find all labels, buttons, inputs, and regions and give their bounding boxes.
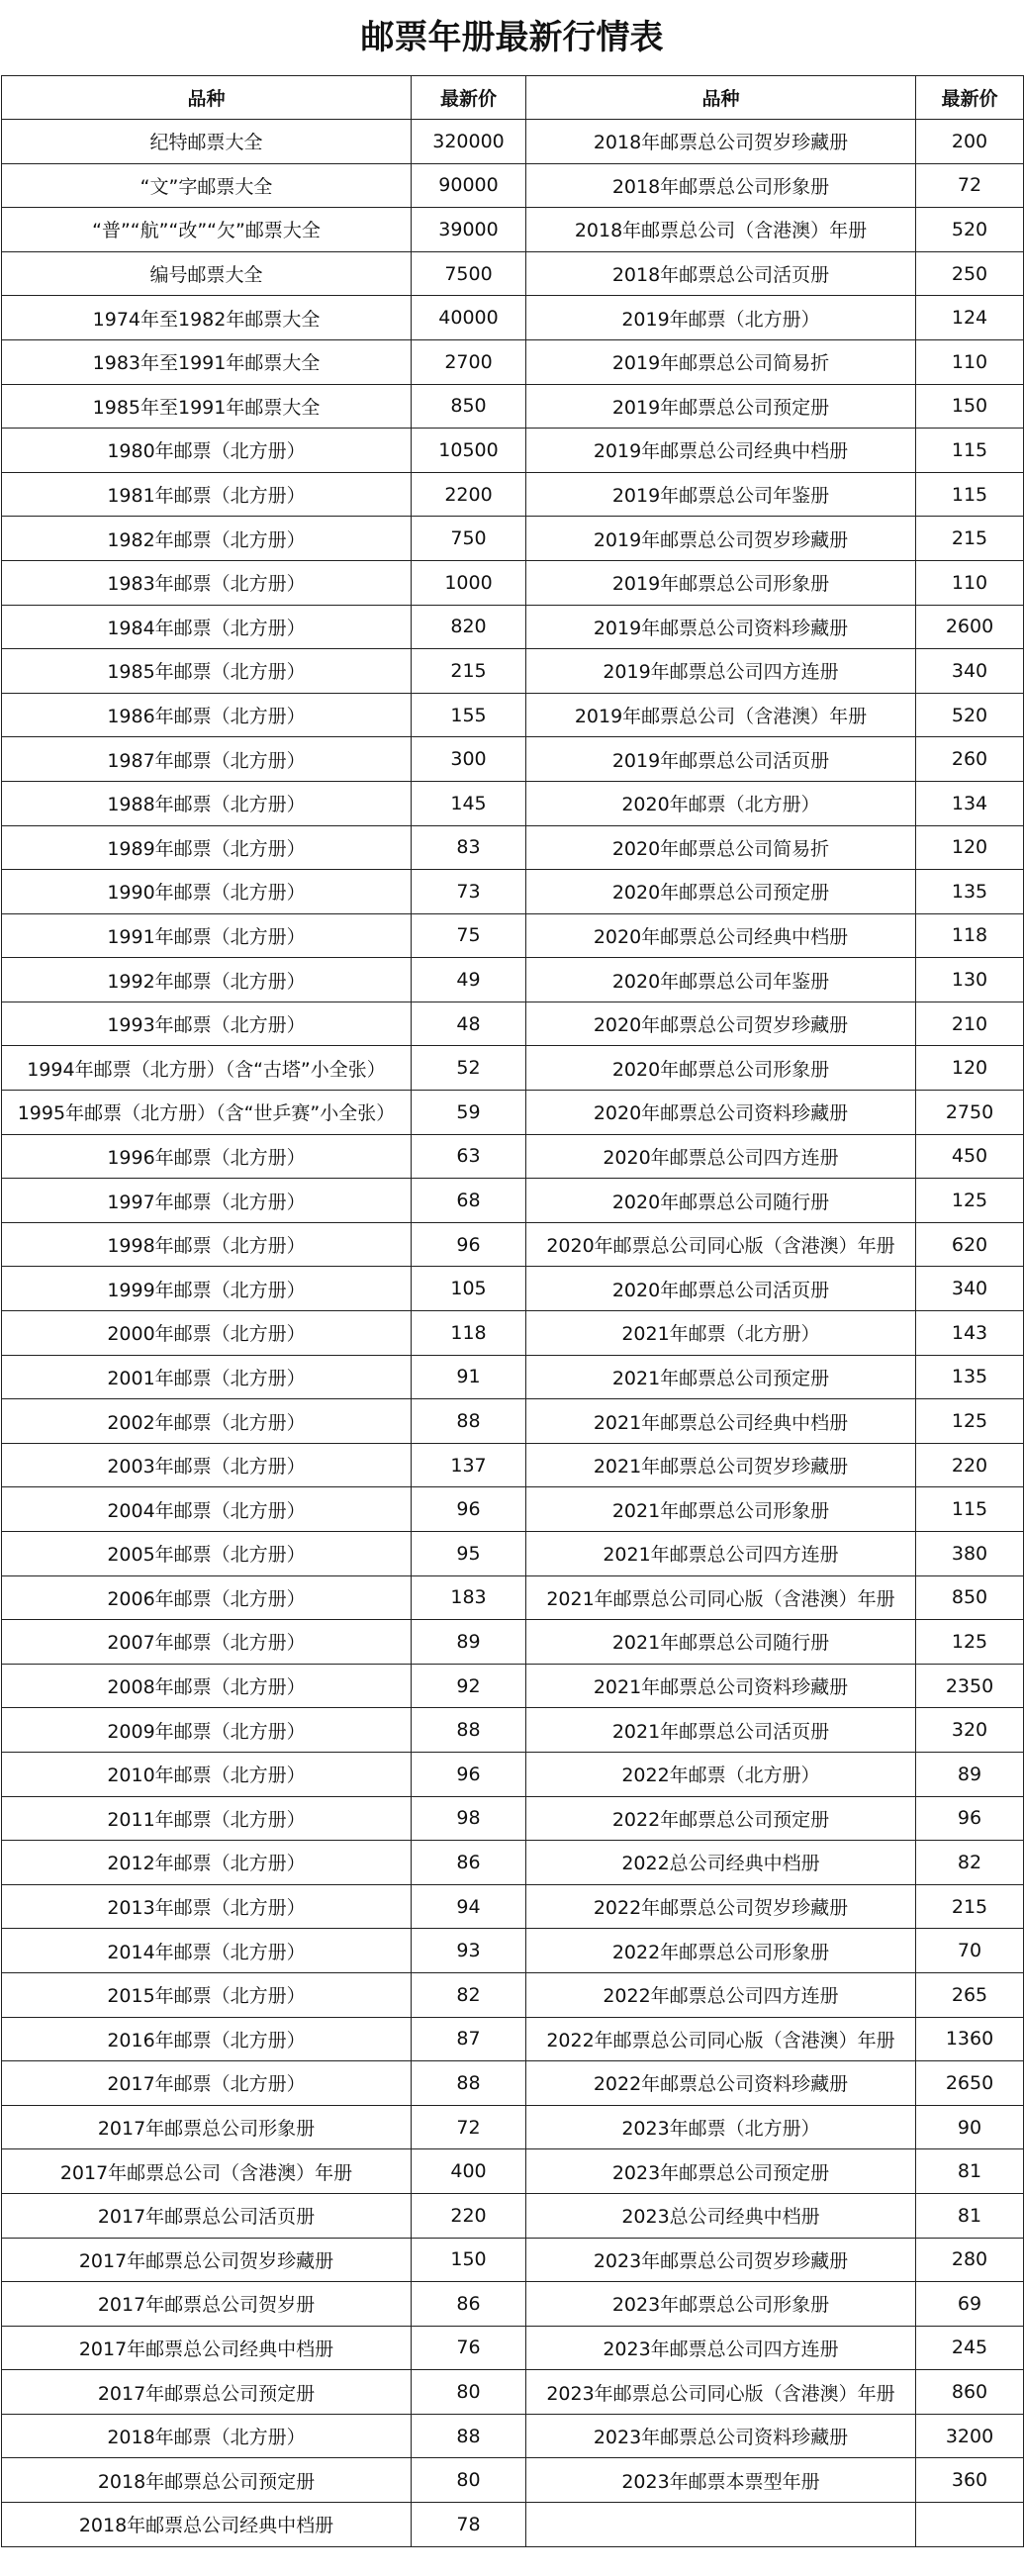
variety-right-cell: 2022年邮票总公司形象册 — [526, 1929, 916, 1973]
variety-right-cell: 2019年邮票总公司简易折 — [526, 339, 916, 384]
table-row — [2, 384, 1024, 429]
variety-left-cell: 1993年邮票（北方册） — [2, 1002, 412, 1046]
table-row — [2, 1002, 1024, 1046]
price-right-cell: 118 — [916, 913, 1024, 958]
price-right-cell: 69 — [916, 2282, 1024, 2327]
price-right-cell: 125 — [916, 1179, 1024, 1223]
variety-right-cell: 2019年邮票总公司资料珍藏册 — [526, 605, 916, 649]
price-right-cell: 265 — [916, 1972, 1024, 2017]
table-row — [2, 2105, 1024, 2149]
table-row — [2, 2414, 1024, 2458]
variety-right-cell: 2021年邮票总公司资料珍藏册 — [526, 1664, 916, 1708]
price-left-cell: 95 — [412, 1532, 526, 1576]
variety-left-cell: 1985年邮票（北方册） — [2, 649, 412, 694]
price-left-cell: 94 — [412, 1884, 526, 1929]
price-right-cell: 450 — [916, 1134, 1024, 1179]
variety-right-cell: 2022年邮票（北方册） — [526, 1752, 916, 1796]
price-left-cell: 88 — [412, 2061, 526, 2106]
price-table — [1, 75, 1024, 2547]
price-left-cell: 90000 — [412, 163, 526, 208]
table-row — [2, 737, 1024, 782]
table-row — [2, 339, 1024, 384]
price-right-cell: 135 — [916, 870, 1024, 914]
table-row — [2, 1443, 1024, 1487]
table-row — [2, 1222, 1024, 1267]
variety-right-cell: 2022年邮票总公司四方连册 — [526, 1972, 916, 2017]
price-right-cell: 120 — [916, 825, 1024, 870]
variety-right-cell: 2021年邮票总公司形象册 — [526, 1487, 916, 1532]
price-right-cell: 2750 — [916, 1091, 1024, 1135]
header-price-right: 最新价 — [916, 76, 1024, 120]
price-right-cell: 134 — [916, 781, 1024, 825]
table-row — [2, 1267, 1024, 1311]
price-right-cell: 380 — [916, 1532, 1024, 1576]
price-left-cell: 76 — [412, 2326, 526, 2370]
variety-left-cell: 2014年邮票（北方册） — [2, 1929, 412, 1973]
variety-left-cell: 2002年邮票（北方册） — [2, 1399, 412, 1444]
variety-right-cell: 2022年邮票总公司资料珍藏册 — [526, 2061, 916, 2106]
variety-right-cell: 2021年邮票总公司随行册 — [526, 1620, 916, 1665]
price-left-cell: 86 — [412, 1841, 526, 1885]
table-row — [2, 163, 1024, 208]
price-right-cell: 89 — [916, 1752, 1024, 1796]
price-left-cell: 400 — [412, 2149, 526, 2194]
price-left-cell: 96 — [412, 1487, 526, 1532]
variety-right-cell: 2019年邮票总公司贺岁珍藏册 — [526, 517, 916, 561]
table-row — [2, 870, 1024, 914]
variety-left-cell: 2018年邮票总公司预定册 — [2, 2458, 412, 2503]
price-right-cell: 125 — [916, 1620, 1024, 1665]
variety-right-cell: 2021年邮票总公司四方连册 — [526, 1532, 916, 1576]
price-left-cell: 73 — [412, 870, 526, 914]
price-right-cell: 520 — [916, 693, 1024, 737]
table-row — [2, 429, 1024, 473]
price-right-cell: 2600 — [916, 605, 1024, 649]
price-right-cell: 81 — [916, 2193, 1024, 2238]
price-left-cell: 87 — [412, 2017, 526, 2061]
price-right-cell: 280 — [916, 2238, 1024, 2282]
price-right-cell: 215 — [916, 517, 1024, 561]
table-row — [2, 1487, 1024, 1532]
table-row — [2, 2458, 1024, 2503]
price-left-cell: 92 — [412, 1664, 526, 1708]
price-left-cell: 105 — [412, 1267, 526, 1311]
variety-left-cell: 2008年邮票（北方册） — [2, 1664, 412, 1708]
price-right-cell: 150 — [916, 384, 1024, 429]
variety-right-cell: 2022年邮票总公司同心版（含港澳）年册 — [526, 2017, 916, 2061]
table-row — [2, 1091, 1024, 1135]
variety-right-cell: 2020年邮票（北方册） — [526, 781, 916, 825]
variety-left-cell: 1983年至1991年邮票大全 — [2, 339, 412, 384]
price-right-cell: 115 — [916, 472, 1024, 517]
price-left-cell: 215 — [412, 649, 526, 694]
table-row — [2, 2503, 1024, 2547]
header-price-left: 最新价 — [412, 76, 526, 120]
price-left-cell: 88 — [412, 1708, 526, 1753]
header-variety-right: 品种 — [526, 76, 916, 120]
table-row — [2, 1708, 1024, 1753]
table-row — [2, 1841, 1024, 1885]
price-right-cell: 70 — [916, 1929, 1024, 1973]
price-right-cell: 2350 — [916, 1664, 1024, 1708]
variety-left-cell: 1997年邮票（北方册） — [2, 1179, 412, 1223]
table-row — [2, 1884, 1024, 1929]
table-row — [2, 1929, 1024, 1973]
variety-right-cell: 2019年邮票总公司（含港澳）年册 — [526, 693, 916, 737]
price-left-cell: 2700 — [412, 339, 526, 384]
variety-left-cell: 1974年至1982年邮票大全 — [2, 296, 412, 340]
variety-left-cell: 1994年邮票（北方册）（含“古塔”小全张） — [2, 1046, 412, 1091]
variety-left-cell: 1998年邮票（北方册） — [2, 1222, 412, 1267]
variety-right-cell: 2019年邮票总公司四方连册 — [526, 649, 916, 694]
table-header-row — [2, 76, 1024, 120]
price-right-cell: 210 — [916, 1002, 1024, 1046]
variety-right-cell: 2019年邮票总公司活页册 — [526, 737, 916, 782]
table-row — [2, 1575, 1024, 1620]
price-right-cell: 115 — [916, 429, 1024, 473]
price-left-cell: 118 — [412, 1311, 526, 1356]
price-left-cell: 1000 — [412, 560, 526, 605]
variety-right-cell: 2020年邮票总公司贺岁珍藏册 — [526, 1002, 916, 1046]
variety-right-cell: 2019年邮票总公司年鉴册 — [526, 472, 916, 517]
variety-left-cell: 2005年邮票（北方册） — [2, 1532, 412, 1576]
price-right-cell: 220 — [916, 1443, 1024, 1487]
variety-right-cell: 2019年邮票总公司形象册 — [526, 560, 916, 605]
price-left-cell: 93 — [412, 1929, 526, 1973]
variety-right-cell: 2018年邮票总公司活页册 — [526, 251, 916, 296]
price-right-cell: 90 — [916, 2105, 1024, 2149]
variety-left-cell: 2016年邮票（北方册） — [2, 2017, 412, 2061]
price-right-cell: 120 — [916, 1046, 1024, 1091]
price-right-cell: 96 — [916, 1796, 1024, 1841]
variety-left-cell: 2007年邮票（北方册） — [2, 1620, 412, 1665]
variety-left-cell: 2006年邮票（北方册） — [2, 1575, 412, 1620]
price-right-cell: 340 — [916, 1267, 1024, 1311]
page-title: 邮票年册最新行情表 — [360, 18, 664, 57]
variety-left-cell: 1989年邮票（北方册） — [2, 825, 412, 870]
variety-right-cell: 2021年邮票总公司贺岁珍藏册 — [526, 1443, 916, 1487]
price-right-cell: 860 — [916, 2370, 1024, 2415]
variety-left-cell: 2004年邮票（北方册） — [2, 1487, 412, 1532]
variety-right-cell: 2018年邮票总公司贺岁珍藏册 — [526, 120, 916, 164]
variety-right-cell: 2023年邮票总公司资料珍藏册 — [526, 2414, 916, 2458]
price-left-cell: 220 — [412, 2193, 526, 2238]
variety-left-cell: 2017年邮票总公司贺岁册 — [2, 2282, 412, 2327]
price-right-cell: 520 — [916, 208, 1024, 252]
variety-right-cell: 2020年邮票总公司年鉴册 — [526, 958, 916, 1002]
table-row — [2, 1311, 1024, 1356]
table-row — [2, 693, 1024, 737]
table-row — [2, 1620, 1024, 1665]
variety-right-cell: 2020年邮票总公司活页册 — [526, 1267, 916, 1311]
table-row — [2, 472, 1024, 517]
variety-right-cell: 2019年邮票总公司经典中档册 — [526, 429, 916, 473]
variety-right-cell: 2023年邮票总公司贺岁珍藏册 — [526, 2238, 916, 2282]
table-row — [2, 1355, 1024, 1399]
table-row — [2, 251, 1024, 296]
price-left-cell: 89 — [412, 1620, 526, 1665]
table-row — [2, 1532, 1024, 1576]
variety-left-cell: 1983年邮票（北方册） — [2, 560, 412, 605]
variety-right-cell: 2018年邮票总公司形象册 — [526, 163, 916, 208]
table-row — [2, 1972, 1024, 2017]
variety-right-cell: 2020年邮票总公司经典中档册 — [526, 913, 916, 958]
variety-right-cell: 2018年邮票总公司（含港澳）年册 — [526, 208, 916, 252]
variety-left-cell: 2000年邮票（北方册） — [2, 1311, 412, 1356]
price-right-cell: 245 — [916, 2326, 1024, 2370]
price-left-cell: 72 — [412, 2105, 526, 2149]
table-row — [2, 120, 1024, 164]
price-left-cell: 145 — [412, 781, 526, 825]
price-left-cell: 49 — [412, 958, 526, 1002]
variety-right-cell: 2022总公司经典中档册 — [526, 1841, 916, 1885]
price-left-cell: 40000 — [412, 296, 526, 340]
price-left-cell: 86 — [412, 2282, 526, 2327]
variety-left-cell: 1992年邮票（北方册） — [2, 958, 412, 1002]
variety-right-cell: 2021年邮票总公司预定册 — [526, 1355, 916, 1399]
variety-left-cell: 2011年邮票（北方册） — [2, 1796, 412, 1841]
variety-left-cell: “文”字邮票大全 — [2, 163, 412, 208]
price-right-cell: 72 — [916, 163, 1024, 208]
price-left-cell: 137 — [412, 1443, 526, 1487]
price-left-cell: 750 — [412, 517, 526, 561]
table-row — [2, 517, 1024, 561]
price-right-cell: 200 — [916, 120, 1024, 164]
price-left-cell: 98 — [412, 1796, 526, 1841]
variety-right-cell — [526, 2503, 916, 2547]
header-variety-left: 品种 — [2, 76, 412, 120]
price-right-cell: 110 — [916, 339, 1024, 384]
variety-left-cell: 2012年邮票（北方册） — [2, 1841, 412, 1885]
variety-left-cell: 1986年邮票（北方册） — [2, 693, 412, 737]
table-row — [2, 296, 1024, 340]
variety-left-cell: 1980年邮票（北方册） — [2, 429, 412, 473]
variety-left-cell: 2017年邮票总公司经典中档册 — [2, 2326, 412, 2370]
price-left-cell: 63 — [412, 1134, 526, 1179]
variety-left-cell: 2017年邮票总公司贺岁珍藏册 — [2, 2238, 412, 2282]
variety-left-cell: 1985年至1991年邮票大全 — [2, 384, 412, 429]
price-right-cell: 620 — [916, 1222, 1024, 1267]
table-row — [2, 1752, 1024, 1796]
variety-left-cell: 2017年邮票（北方册） — [2, 2061, 412, 2106]
variety-left-cell: 2015年邮票（北方册） — [2, 1972, 412, 2017]
table-row — [2, 958, 1024, 1002]
price-left-cell: 78 — [412, 2503, 526, 2547]
variety-right-cell: 2023总公司经典中档册 — [526, 2193, 916, 2238]
table-row — [2, 1796, 1024, 1841]
table-row — [2, 2149, 1024, 2194]
variety-left-cell: 纪特邮票大全 — [2, 120, 412, 164]
table-body — [2, 120, 1024, 2547]
variety-right-cell: 2020年邮票总公司预定册 — [526, 870, 916, 914]
price-left-cell: 52 — [412, 1046, 526, 1091]
price-right-cell: 143 — [916, 1311, 1024, 1356]
table-row — [2, 208, 1024, 252]
variety-right-cell: 2019年邮票总公司预定册 — [526, 384, 916, 429]
variety-right-cell: 2021年邮票总公司活页册 — [526, 1708, 916, 1753]
price-left-cell: 820 — [412, 605, 526, 649]
variety-right-cell: 2020年邮票总公司四方连册 — [526, 1134, 916, 1179]
price-left-cell: 88 — [412, 1399, 526, 1444]
price-right-cell: 3200 — [916, 2414, 1024, 2458]
variety-right-cell: 2021年邮票（北方册） — [526, 1311, 916, 1356]
table-row — [2, 1046, 1024, 1091]
variety-right-cell: 2023年邮票总公司预定册 — [526, 2149, 916, 2194]
variety-right-cell: 2021年邮票总公司同心版（含港澳）年册 — [526, 1575, 916, 1620]
price-left-cell: 96 — [412, 1222, 526, 1267]
variety-right-cell: 2020年邮票总公司同心版（含港澳）年册 — [526, 1222, 916, 1267]
price-left-cell: 320000 — [412, 120, 526, 164]
price-left-cell: 2200 — [412, 472, 526, 517]
variety-left-cell: 1988年邮票（北方册） — [2, 781, 412, 825]
variety-left-cell: 1987年邮票（北方册） — [2, 737, 412, 782]
price-left-cell: 83 — [412, 825, 526, 870]
price-right-cell: 215 — [916, 1884, 1024, 1929]
variety-left-cell: 1982年邮票（北方册） — [2, 517, 412, 561]
price-right-cell: 1360 — [916, 2017, 1024, 2061]
price-left-cell: 68 — [412, 1179, 526, 1223]
price-left-cell: 150 — [412, 2238, 526, 2282]
variety-left-cell: 2018年邮票（北方册） — [2, 2414, 412, 2458]
price-right-cell: 115 — [916, 1487, 1024, 1532]
price-right-cell: 124 — [916, 296, 1024, 340]
variety-right-cell: 2023年邮票总公司同心版（含港澳）年册 — [526, 2370, 916, 2415]
variety-left-cell: 1990年邮票（北方册） — [2, 870, 412, 914]
price-right-cell: 2650 — [916, 2061, 1024, 2106]
price-left-cell: 80 — [412, 2370, 526, 2415]
table-row — [2, 1179, 1024, 1223]
variety-left-cell: 2003年邮票（北方册） — [2, 1443, 412, 1487]
price-left-cell: 48 — [412, 1002, 526, 1046]
price-right-cell: 250 — [916, 251, 1024, 296]
price-right-cell: 130 — [916, 958, 1024, 1002]
price-left-cell: 96 — [412, 1752, 526, 1796]
variety-right-cell: 2023年邮票总公司形象册 — [526, 2282, 916, 2327]
variety-right-cell: 2020年邮票总公司随行册 — [526, 1179, 916, 1223]
variety-left-cell: 2010年邮票（北方册） — [2, 1752, 412, 1796]
table-row — [2, 825, 1024, 870]
variety-left-cell: 2001年邮票（北方册） — [2, 1355, 412, 1399]
variety-left-cell: 2013年邮票（北方册） — [2, 1884, 412, 1929]
price-right-cell: 135 — [916, 1355, 1024, 1399]
price-left-cell: 91 — [412, 1355, 526, 1399]
table-row — [2, 2326, 1024, 2370]
table-row — [2, 2370, 1024, 2415]
variety-right-cell: 2019年邮票（北方册） — [526, 296, 916, 340]
variety-right-cell: 2023年邮票（北方册） — [526, 2105, 916, 2149]
variety-left-cell: 1991年邮票（北方册） — [2, 913, 412, 958]
table-row — [2, 2017, 1024, 2061]
price-right-cell: 81 — [916, 2149, 1024, 2194]
table-row — [2, 649, 1024, 694]
price-left-cell: 39000 — [412, 208, 526, 252]
variety-left-cell: 1995年邮票（北方册）（含“世乒赛”小全张） — [2, 1091, 412, 1135]
price-right-cell — [916, 2503, 1024, 2547]
variety-left-cell: 2017年邮票总公司预定册 — [2, 2370, 412, 2415]
table-row — [2, 781, 1024, 825]
table-row — [2, 1664, 1024, 1708]
table-row — [2, 2193, 1024, 2238]
price-right-cell: 260 — [916, 737, 1024, 782]
variety-right-cell: 2022年邮票总公司贺岁珍藏册 — [526, 1884, 916, 1929]
table-row — [2, 2238, 1024, 2282]
price-left-cell: 300 — [412, 737, 526, 782]
variety-right-cell: 2020年邮票总公司资料珍藏册 — [526, 1091, 916, 1135]
price-right-cell: 110 — [916, 560, 1024, 605]
variety-left-cell: 1981年邮票（北方册） — [2, 472, 412, 517]
price-left-cell: 75 — [412, 913, 526, 958]
price-left-cell: 10500 — [412, 429, 526, 473]
table-row — [2, 2282, 1024, 2327]
price-left-cell: 7500 — [412, 251, 526, 296]
price-left-cell: 155 — [412, 693, 526, 737]
price-right-cell: 320 — [916, 1708, 1024, 1753]
table-row — [2, 1134, 1024, 1179]
variety-right-cell: 2021年邮票总公司经典中档册 — [526, 1399, 916, 1444]
variety-left-cell: “普”“航”“改”“欠”邮票大全 — [2, 208, 412, 252]
variety-left-cell: 1999年邮票（北方册） — [2, 1267, 412, 1311]
variety-left-cell: 编号邮票大全 — [2, 251, 412, 296]
price-right-cell: 82 — [916, 1841, 1024, 1885]
variety-left-cell: 2017年邮票总公司形象册 — [2, 2105, 412, 2149]
price-right-cell: 125 — [916, 1399, 1024, 1444]
table-row — [2, 913, 1024, 958]
price-right-cell: 360 — [916, 2458, 1024, 2503]
variety-left-cell: 2009年邮票（北方册） — [2, 1708, 412, 1753]
price-left-cell: 59 — [412, 1091, 526, 1135]
variety-right-cell: 2023年邮票总公司四方连册 — [526, 2326, 916, 2370]
variety-right-cell: 2022年邮票总公司预定册 — [526, 1796, 916, 1841]
variety-left-cell: 2018年邮票总公司经典中档册 — [2, 2503, 412, 2547]
table-row — [2, 605, 1024, 649]
variety-left-cell: 1984年邮票（北方册） — [2, 605, 412, 649]
table-row — [2, 1399, 1024, 1444]
variety-left-cell: 2017年邮票总公司（含港澳）年册 — [2, 2149, 412, 2194]
price-left-cell: 80 — [412, 2458, 526, 2503]
table-row — [2, 2061, 1024, 2106]
price-right-cell: 340 — [916, 649, 1024, 694]
price-left-cell: 850 — [412, 384, 526, 429]
table-row — [2, 560, 1024, 605]
variety-left-cell: 1996年邮票（北方册） — [2, 1134, 412, 1179]
price-left-cell: 82 — [412, 1972, 526, 2017]
price-left-cell: 88 — [412, 2414, 526, 2458]
price-right-cell: 850 — [916, 1575, 1024, 1620]
variety-right-cell: 2020年邮票总公司简易折 — [526, 825, 916, 870]
price-left-cell: 183 — [412, 1575, 526, 1620]
variety-right-cell: 2020年邮票总公司形象册 — [526, 1046, 916, 1091]
variety-left-cell: 2017年邮票总公司活页册 — [2, 2193, 412, 2238]
variety-right-cell: 2023年邮票本票型年册 — [526, 2458, 916, 2503]
